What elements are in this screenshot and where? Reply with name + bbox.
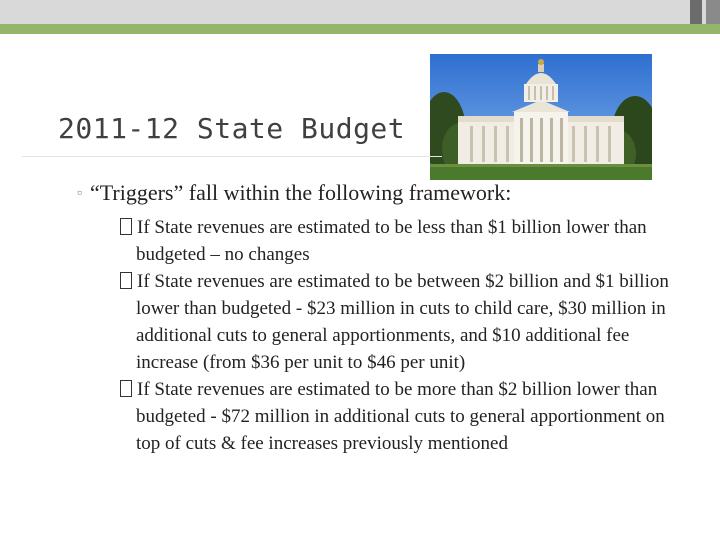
list-item — [120, 376, 690, 457]
list-item-text: If State revenues are estimated to be more than $2 billion lower than budgeted - $72 million in additional cuts to general apportionment on top of cuts & fee increases previously mentioned — [136, 379, 665, 454]
main-bullet-text: “Triggers” fall within the following framework: — [89, 180, 512, 205]
top-green-band — [0, 24, 720, 34]
list-item — [120, 214, 690, 268]
top-dark-block — [690, 0, 702, 24]
top-grey-band — [0, 0, 720, 24]
missing-glyph-icon — [120, 272, 132, 289]
square-bullet-icon: ▫ — [77, 186, 82, 201]
list-item-text: If State revenues are estimated to be less than $1 billion lower than budgeted – no changes — [136, 217, 647, 265]
main-bullet — [77, 180, 697, 206]
capitol-illustration — [430, 54, 652, 180]
top-dark-block-right — [706, 0, 720, 24]
missing-glyph-icon — [120, 218, 132, 235]
list-item — [120, 268, 690, 376]
slide-title: 2011-12 State Budget — [58, 112, 406, 145]
capitol-building-photo — [430, 54, 652, 180]
missing-glyph-icon — [120, 380, 132, 397]
title-divider — [22, 156, 442, 157]
top-decorative-bar — [0, 0, 720, 24]
list-item-text: If State revenues are estimated to be between $2 billion and $1 billion lower than budgeted - $23 million in cuts to child care, $30 million in additional cuts to general apportionments, and $10 additional fee increase (from $36 per unit to $46 per unit) — [136, 271, 669, 373]
sub-bullet-list — [120, 214, 690, 457]
